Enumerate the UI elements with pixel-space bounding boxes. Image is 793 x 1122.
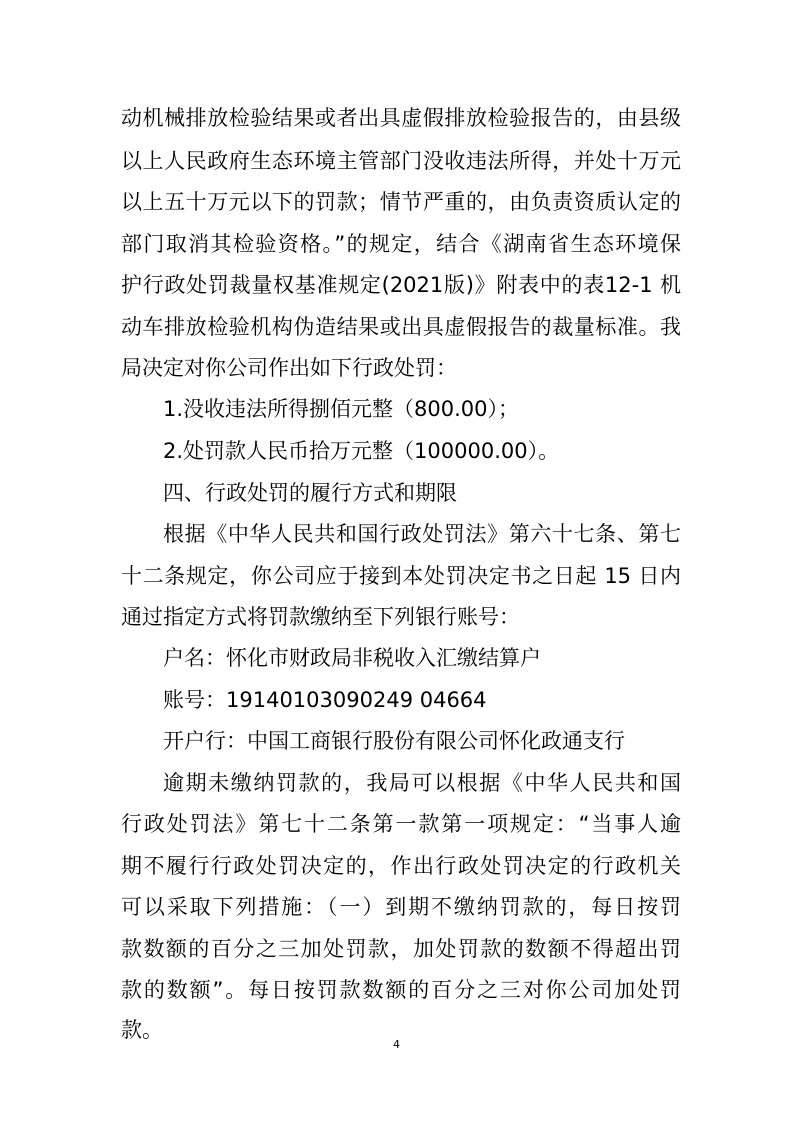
bank-branch: 开户行：中国工商银行股份有限公司怀化政通支行 [163,729,625,753]
body-text-line: 动车排放检验机构伪造结果或出具虚假报告的裁量标准。我 [121,315,681,339]
body-text-line: 动机械排放检验结果或者出具虚假排放检验报告的，由县级 [121,106,681,130]
body-text-line: 款。 [121,1018,163,1042]
account-number: 账号：19140103090249 04664 [163,688,487,712]
body-text-line: 根据《中华人民共和国行政处罚法》第六十七条、第七 [163,522,681,546]
body-text-line: 十二条规定，你公司应于接到本处罚决定书之日起 15 日内 [121,564,681,588]
penalty-item-2: 2.处罚款人民币拾万元整（100000.00）。 [163,439,560,463]
penalty-item-1: 1.没收违法所得捌佰元整（800.00）； [163,397,520,421]
body-text-line: 通过指定方式将罚款缴纳至下列银行账号： [121,605,520,629]
body-text-line: 以上人民政府生态环境主管部门没收违法所得，并处十万元 [121,149,681,173]
account-name: 户名：怀化市财政局非税收入汇缴结算户 [163,646,541,670]
body-text-line: 行政处罚法》第七十二条第一款第一项规定：“当事人逾 [121,812,681,836]
body-text-line: 局决定对你公司作出如下行政处罚： [121,356,457,380]
body-text-line: 以上五十万元以下的罚款；情节严重的，由负责资质认定的 [121,190,681,214]
section-heading: 四、行政处罚的履行方式和期限 [163,481,457,505]
body-text-line: 期不履行行政处罚决定的，作出行政处罚决定的行政机关 [121,854,681,878]
body-text-line: 逾期未缴纳罚款的，我局可以根据《中华人民共和国 [163,771,681,795]
body-text-line: 款数额的百分之三加处罚款，加处罚款的数额不得超出罚 [121,937,681,961]
body-text-line: 部门取消其检验资格。”的规定，结合《湖南省生态环境保 [121,232,681,256]
page-number: 4 [393,1038,400,1051]
body-text-line: 护行政处罚裁量权基准规定(2021版)》附表中的表12-1 机 [121,273,681,297]
body-text-line: 款的数额”。每日按罚款数额的百分之三对你公司加处罚 [121,978,681,1002]
body-text-line: 可以采取下列措施：（一）到期不缴纳罚款的，每日按罚 [121,895,681,919]
